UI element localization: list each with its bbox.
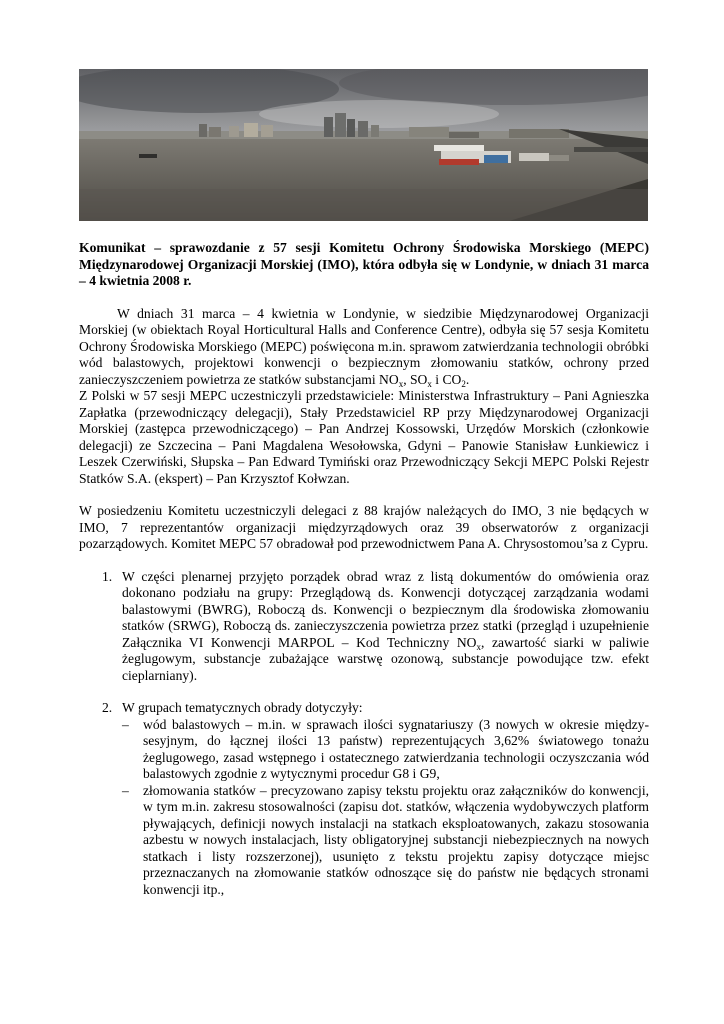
list-item-intro: W grupach tematycznych obrady dotyczyły: [122,700,363,715]
panorama-photo [79,69,648,221]
paragraph-participants: W posiedzeniu Komitetu uczestniczyli delegaci z 88 krajów należących do IMO, 3 nie będących w IMO, 7 reprezentantów organizacji międzyrządowych oraz 39 obserwatorów z organizacji pozarządowych. Komitet MEPC 57 obradował pod przewodnictwem Pana A. Chrysostomou’sa z Cypru. [79,503,649,551]
river-panorama-image [79,69,648,221]
dash-list [122,717,649,899]
paragraph-delegation: Z Polski w 57 sesji MEPC uczestniczyli przedstawiciele: Ministerstwa Infrastruktury – Pani Agnieszka Zapłatka (przewodniczący delegacji), Stały Przedstawiciel RP przy Międzynarodowej Organizacji Morskiej (zastępca przewodniczącego) – Pan Andrzej Kossowski, Urzędów Morskich (członkowie delegacji) ze Szczecina – Pani Magdalena Wesołowska, Gdyni – Panowie Stanisław Łunkiewicz i Leszek Czerwiński, Słupska – Pan Edward Tymiński oraz Przewodniczący Sekcji MEPC Polski Rejestr Statków S.A. (ekspert) – Pan Krzysztof Kołwzan. [79,388,649,486]
dash-marker: – [122,782,129,798]
paragraph-intro: W dniach 31 marca – 4 kwietnia w Londynie, w siedzibie Międzynarodowej Organizacji Morskiej (w obiektach Royal Horticultural Halls and Conference Centre), odbyła się 57 sesja Komitetu Ochrony Środowiska Morskiego (MEPC) poświęcona m.in. sprawom zatwierdzania technologii obróbki wód balastowych, projektowi konwencji o bezpiecznym złomowaniu statków, ochrony przed zanieczyszczeniem powietrza ze statków substancjami $NO_x$, $SO_x$ i $CO_2$. [79,305,649,389]
document-body [79,240,649,898]
list-number: 2. [102,700,113,715]
list-item-1: 1. W części plenarnej przyjęto porządek obrad wraz z listą dokumentów do omówienia oraz dokonano podziału na grupy: Przeglądową ds. Konwencji dotyczącej zarządzania wodami balastowymi (BWRG), Roboczą ds. Konwencji o bezpiecznym dla środowiska złomowaniu statków (SRWG), Roboczą ds. zanieczyszczenia powietrza przez statki (przegląd i uzupełnienie Załącznika VI Konwencji MARPOL – Kod Techniczny $NO_x$, zawartość siarki w paliwie żeglugowym, substancje zubażające warstwę ozonową, substancje powodujące tzw. efekt cieplarniany). [102,568,649,683]
list-number: 1. [102,568,113,584]
numbered-list [79,569,649,899]
list-item-2 [79,700,649,898]
dash-item: – złomowania statków – precyzowano zapisy tekstu projektu oraz załączników do konwencji, w tym m.in. zakresu stosowalności (zapisu dot. statków, włączenia wydobywczych platform pływających, definicji nowych instalacji na statkach eksploatowanych, zakazu stosowania azbestu w nowych instalacjach, listy obligatoryjnej substancji niebezpiecznych na nowych statkach i listy rozszerzonej), usunięto z tekstu projektu zapisy dotyczące miejsc przeznaczanych na złomowanie statków odnoszące się do państw nie będących stronami konwencji itp., [122,782,649,897]
document-title: Komunikat – sprawozdanie z 57 sesji Komitetu Ochrony Środowiska Morskiego (MEPC) Międzynarodowej Organizacji Morskiej (IMO), która odbyła się w Londynie, w dniach 31 marca – 4 kwietnia 2008 r. [79,240,649,288]
dash-item: – wód balastowych – m.in. w sprawach ilości sygnatariuszy (3 nowych w okresie między-sesyjnym, do łącznej ilości 13 państw) reprezentujących 3,62% światowego tonażu żeglugowego, zasad wstępnego i ostatecznego zatwierdzania technologii oczyszczania wód balastowych zgodnie z wytycznymi procedur G8 i G9, [122,716,649,781]
dash-marker: – [122,716,129,732]
